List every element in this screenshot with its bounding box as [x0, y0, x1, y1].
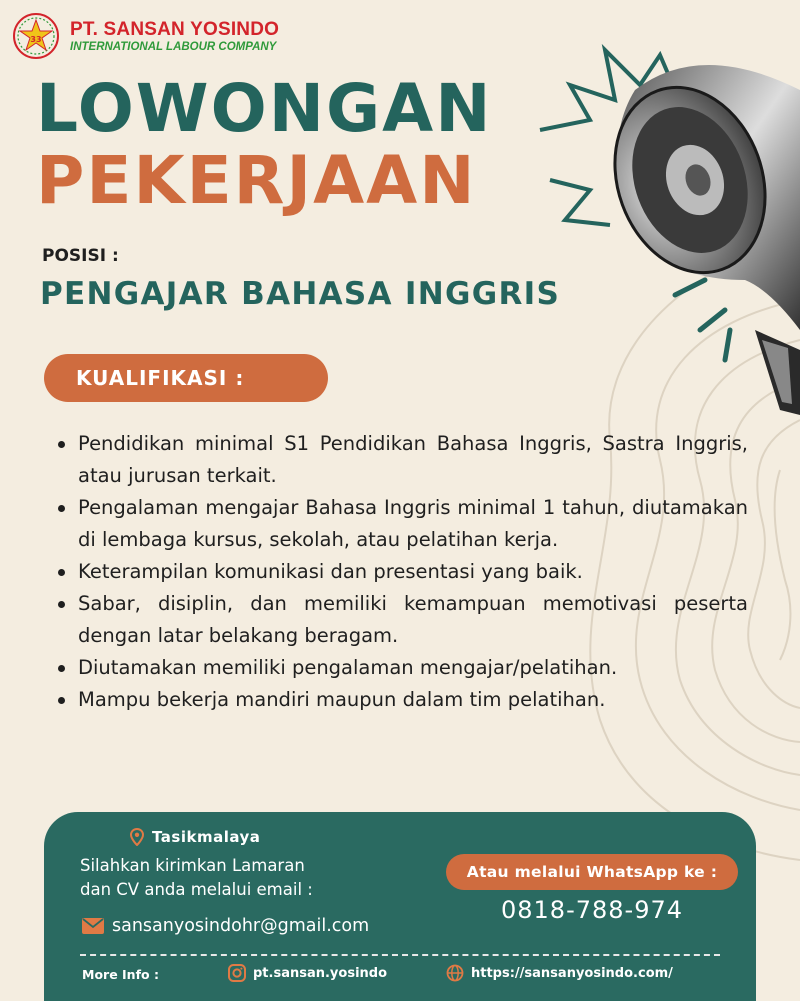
company-name: PT. SANSAN YOSINDO	[70, 18, 280, 40]
company-header	[12, 12, 279, 60]
send-instruction	[80, 854, 313, 902]
instagram-icon	[228, 964, 246, 982]
website-row	[446, 964, 673, 982]
qualifications-list	[56, 428, 748, 716]
website-link[interactable]: https://sansanyosindo.com/	[471, 965, 673, 981]
list-item: Sabar, disiplin, dan memiliki kemampuan memotivasi peserta dengan latar belakang beragam.	[56, 588, 748, 652]
title-line-2: PEKERJAAN	[36, 142, 477, 219]
company-tagline: INTERNATIONAL LABOUR COMPANY	[70, 40, 277, 53]
location	[130, 828, 260, 846]
title-line-1: LOWONGAN	[36, 70, 493, 147]
location-pin-icon	[130, 828, 144, 846]
dashed-divider	[80, 954, 720, 956]
email-link[interactable]: sansanyosindohr@gmail.com	[112, 916, 370, 936]
position-label: POSISI :	[42, 246, 119, 266]
send-line-1: Silahkan kirimkan Lamaran	[80, 856, 305, 875]
email-row	[82, 916, 369, 936]
list-item: Diutamakan memiliki pengalaman mengajar/pelatihan.	[56, 652, 748, 684]
instagram-row	[228, 964, 387, 982]
megaphone-icon	[530, 30, 800, 430]
whatsapp-label: Atau melalui WhatsApp ke :	[446, 854, 738, 890]
whatsapp-number[interactable]: 0818-788-974	[500, 896, 683, 924]
send-line-2: dan CV anda melalui email :	[80, 880, 313, 899]
list-item: Pengalaman mengajar Bahasa Inggris minimal 1 tahun, diutamakan di lembaga kursus, sekolah, atau pelatihan kerja.	[56, 492, 748, 556]
list-item: Keterampilan komunikasi dan presentasi yang baik.	[56, 556, 748, 588]
position-value: PENGAJAR BAHASA INGGRIS	[40, 276, 561, 312]
contact-footer	[44, 812, 756, 1001]
location-text: Tasikmalaya	[152, 828, 261, 846]
list-item: Mampu bekerja mandiri maupun dalam tim pelatihan.	[56, 684, 748, 716]
more-info-label: More Info :	[82, 967, 159, 982]
list-item: Pendidikan minimal S1 Pendidikan Bahasa Inggris, Sastra Inggris, atau jurusan terkait.	[56, 428, 748, 492]
logo-text: 33	[30, 35, 42, 44]
globe-icon	[446, 964, 464, 982]
star-seal-icon	[12, 12, 60, 60]
mail-icon	[82, 918, 104, 934]
instagram-link[interactable]: pt.sansan.yosindo	[253, 965, 388, 981]
qualifications-label: KUALIFIKASI :	[44, 354, 328, 402]
